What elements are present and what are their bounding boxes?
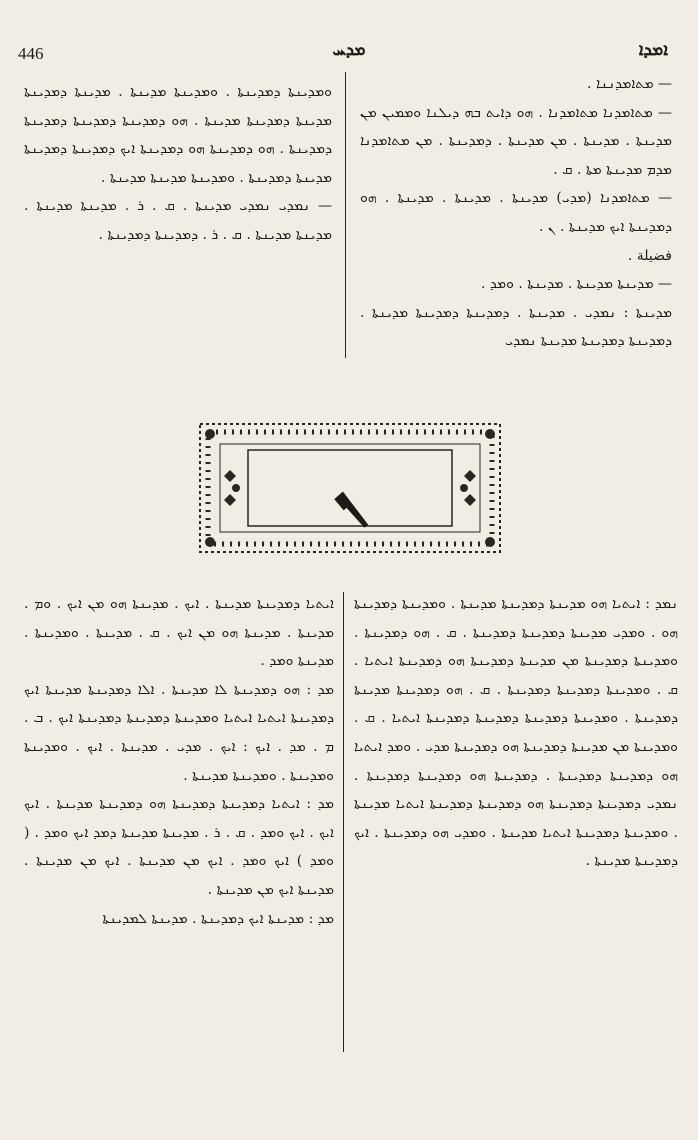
entry-line: — ܡܕܝܢܬܐ ܡܕܝܢܬܐ . ܡܕܝܢܬܐ . ܘܡܕ .	[480, 276, 672, 293]
entry-line: ܡܕܝܢܬܐ : ܢܡܕܝ . ܡܕܝܢܬܐ . ܕܡܕܝܢܬܐ ܕܡܕܝܢܬܐ ܡܕܝܢܬܐ . ܕܡܕܝܢܬܐ ܕܡܕܝܢܬܐ ܡܕܝܢܬܐ ܢܡܕܝ	[360, 304, 672, 350]
bottom-left-column	[24, 590, 334, 962]
column-divider-bottom	[343, 592, 344, 1052]
entry-line: ܡܕ : ܗܘ ܕܡܕܝܢܬܐ ܠܐ ܡܕܝܢܬܐ . ܐܠܐ ܕܡܕܝܢܬܐ ܡܕܝܢܬܐ ܐܝܟ ܕܡܕܝܢܬܐ ܐܝܬܝܐ ܐܝܬܝܐ ܘܡܕܝܢܬܐ ܕܡܕܝܢܬܐ ܕܡܕܝܢܬܐ ܐܝܟ . ܒ . ܡ . ܡܕ . ܐܝܟ : ܐܝܟ . ܡܕܝ . ܡܕܝܢܬܐ . ܐܝܟ . ܘܡܕܝܢܬܐ ܘܡܕܝܢܬܐ . ܘܡܕܝܢܬܐ ܡܕܝܢܬܐ .	[24, 681, 334, 784]
entry-line: — ܡܬܐܡܕܢܐ ܡܬܐܡܕܢܐ . ܗܘ ܕܐܝܬ ܒܗ ܕܝܠܢܐ ܘܡܡܝܢ ܡܢ ܡܕܝܢܬܐ . ܡܕܝܢܬܐ . ܡܢ ܡܕܝܢܬܐ . ܕܡܕܝܢܬܐ . ܡܢ ܡܬܐܡܕܢܐ ܡܕܡ ܡܕܝܢܬܐ ܡܬܐ . ܩ .	[360, 104, 672, 178]
entry-line: ܡܕ : ܐܝܬܝܐ ܕܡܕܝܢܬܐ ܕܡܕܝܢܬܐ ܗܘ ܕܡܕܝܢܬܐ ܡܕܝܢܬܐ . ܐܝܟ ܐܝܟ . ܐܝܟ ܘܡܕ . ܩ . ܪ . ܡܕܝܢܬܐ ܡܕܝܢܬܐ ܕܡܕ ܐܝܟ ܘܡܕ . ( ܘܡܕ ) ܐܝܟ ܘܡܕ . ܐܝܟ ܡܢ ܡܕܝܢܬܐ . ܐܝܟ ܡܢ ܡܕܝܢܬܐ . ܡܕܝܢܬܐ ܐܝܟ ܡܢ ܡܕܝܢܬܐ .	[24, 796, 334, 898]
running-head-center: ܡܕܚ	[332, 40, 366, 60]
entry-line: ܘܡܕܝܢܬܐ ܕܡܕܝܢܬܐ . ܘܡܕܝܢܬܐ ܡܕܝܢܬܐ . ܡܕܝܢܬܐ ܕܡܕܝܢܬܐ ܡܕܝܢܬܐ ܕܡܕܝܢܬܐ ܡܕܝܢܬܐ . ܗܘ ܕܡܕܝܢܬܐ ܕܡܕܝܢܬܐ ܕܡܕܝܢܬܐ ܕܡܕܝܢܬܐ . ܗܘ ܕܡܕܝܢܬܐ ܗܘ ܕܡܕܝܢܬܐ ܐܝܟ ܕܡܕܝܢܬܐ ܕܡܕܝܢܬܐ ܡܕܝܢܬܐ ܕܡܕܝܢܬܐ . ܘܡܕܝܢܬܐ ܡܕܝܢܬܐ ܡܕܝܢܬܐ .	[24, 84, 332, 186]
entry-line: — ܡܬܐܡܕܢܐ (ܡܕܝ) ܡܕܝܢܬܐ . ܡܕܝܢܬܐ . ܡܕܝܢܬܐ . ܗܘ ܕܡܕܝܢܬܐ ܐܝܟ ܡܕܝܢܬܐ . ܢ .	[360, 190, 672, 235]
column-divider-top	[345, 72, 346, 358]
top-right-column	[360, 70, 672, 386]
entry-line: ܐܝܬܝܐ ܕܡܕܝܢܬܐ ܡܕܝܢܬܐ . ܐܝܟ . ܡܕܝܢܬܐ ܗܘ ܡܢ ܐܝܟ . ܘܡ . ܡܕܝܢܬܐ . ܡܕܝܢܬܐ ܗܘ ܡܢ ܐܝܟ . ܩ . ܡܕܝܢܬܐ . ܘܡܕܝܢܬܐ . ܡܕܝܢܬܐ ܘܡܕ .	[24, 596, 334, 670]
section-letter: ܢ	[333, 451, 367, 524]
entry-line: ܡܕ : ܡܕܝܢܬܐ ܐܝܟ ܕܡܕܝܢܬܐ . ܡܕܝܢܬܐ ܠܡܕܝܢܬܐ	[102, 910, 334, 927]
entry-line: ܢܡܕ : ܐܝܬܝܐ ܗܘ ܡܕܝܢܬܐ ܕܡܕܝܢܬܐ ܡܕܝܢܬܐ . ܘܡܕܝܢܬܐ ܕܡܕܝܢܬܐ ܗܘ . ܘܡܕܝ ܡܕܝܢܬܐ ܕܡܕܝܢܬܐ ܕܡܕܝܢܬܐ . ܩ . ܗܘ ܕܡܕܝܢܬܐ . ܘܡܕܝܢܬܐ ܕܡܕܝܢܬܐ ܡܢ ܡܕܝܢܬܐ ܕܡܕܝܢܬܐ ܗܘ ܕܡܕܝܢܬܐ ܐܝܬܝܐ . ܩ . ܘܡܕܝܢܬܐ ܕܡܕܝܢܬܐ ܕܡܕܝܢܬܐ . ܩ . ܗܘ ܕܡܕܝܢܬܐ ܡܕܝܢܬܐ ܕܡܕܝܢܬܐ . ܘܡܕܝܢܬܐ ܕܡܕܝܢܬܐ ܕܡܕܝܢܬܐ ܕܡܕܝܢܬܐ ܐܝܬܝܐ . ܩ . ܘܡܕܝܢܬܐ ܡܢ ܡܕܝܢܬܐ ܕܡܕܝܢܬܐ ܗܘ ܕܡܕܝܢܬܐ ܡܕܝ . ܘܡܕ ܐܝܬܝܐ ܗܘ ܕܡܕܝܢܬܐ ܕܡܕܝܢܬܐ . ܕܡܕܝܢܬܐ ܗܘ ܕܡܕܝܢܬܐ ܕܡܕܝܢܬܐ . ܢܡܕܝ ܕܡܕܝܢܬܐ ܕܡܕܝܢܬܐ ܗܘ ܕܡܕܝܢܬܐ ܕܡܕܝܢܬܐ ܐܝܬܝܐ ܡܕܝܢܬܐ . ܘܡܕܝܢܬܐ ܕܡܕܝܢܬܐ ܐܝܬܝܐ ܡܕܝܢܬܐ . ܘܡܕܝ ܗܘ ܕܡܕܝܢܬܐ . ܐܝܟ ܕܡܕܝܢܬܐ ܡܕܝܢܬܐ .	[354, 596, 678, 870]
section-ornament	[196, 420, 504, 556]
running-head-catchword: ܐܡܕܐ	[638, 40, 668, 60]
bottom-right-column	[354, 590, 678, 1060]
top-left-column	[24, 78, 332, 278]
entry-line: — ܢܡܕܝ ܢܡܕܝ ܡܕܝܢܬܐ . ܩ . ܪ . ܡܕܝܢܬܐ ܡܕܝܢܬܐ . ܡܕܝܢܬܐ ܡܕܝܢܬܐ . ܩ . ܪ . ܕܡܕܝܢܬܐ ܕܡܕܝܢܬܐ .	[24, 198, 332, 243]
entry-line: — ܡܬܐܡܕܢܢܐ .	[587, 76, 672, 92]
page-number: 446	[18, 44, 44, 63]
arabic-gloss: فضيلة .	[627, 247, 672, 264]
